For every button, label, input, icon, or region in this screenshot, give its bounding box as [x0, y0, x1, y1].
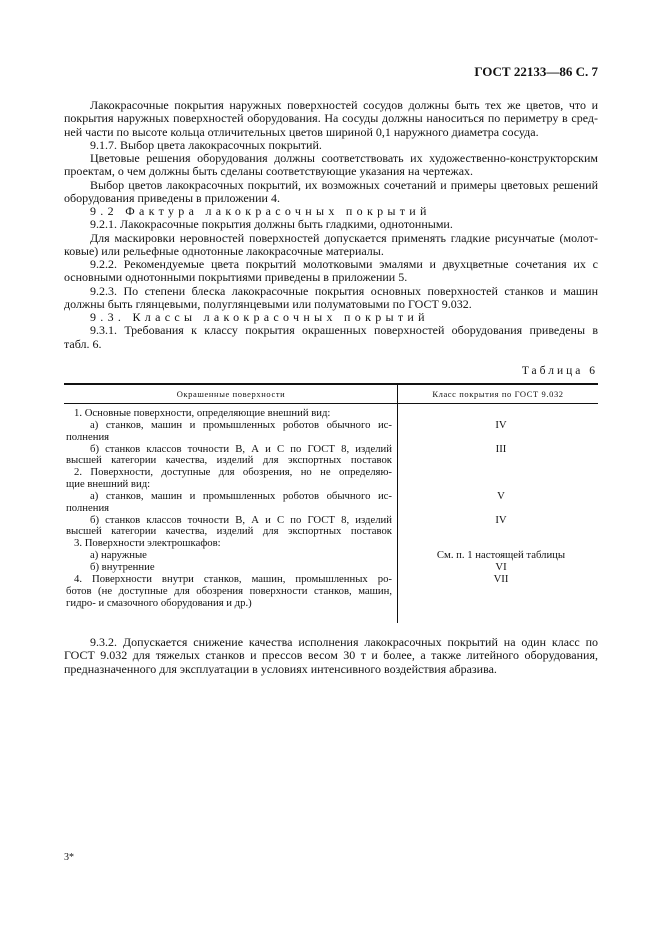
footer-mark: 3*: [64, 852, 74, 863]
text-line: предназначенного для эксплуатации в условиях интенсивного воздействия абразива.: [64, 661, 497, 676]
surface-cell: 2. Поверхности, доступные для обозрения, но не определяю-: [74, 466, 392, 479]
surface-cell: полнения: [66, 501, 110, 514]
paragraph: [64, 99, 598, 139]
text-line: покрытия наружных поверхностей оборудования. На сосуды должны наноситься по периметру в сред-: [64, 111, 598, 126]
class-cell: [392, 503, 598, 515]
surface-cell: высшей категории качества, изделий для экспортных поставок: [66, 454, 392, 467]
text-line: Лакокрасочные покрытия наружных поверхностей сосудов должны быть тех же цветов, что и: [90, 98, 598, 112]
table-row: [64, 503, 598, 515]
text-line: Для маскировки неровностей поверхностей допускается применять гладкие рисунчатые (молот-: [90, 230, 598, 245]
class-cell: V: [497, 489, 505, 502]
surface-cell: б) внутренние: [90, 560, 155, 573]
class-cell: VII: [493, 572, 509, 585]
text-line: 9.2.1. Лакокрасочные покрытия должны быть гладкими, однотонными.: [90, 217, 453, 232]
surface-cell: высшей категории качества, изделий для экспортных поставок: [66, 525, 392, 538]
text-line: 9.1.7. Выбор цвета лакокрасочных покрытий.: [90, 137, 322, 152]
body-text-bottom: [64, 636, 598, 676]
text-line: ковые) или рельефные однотонные лакокрасочные материалы.: [64, 243, 384, 258]
text-line: 9.3.2. Допускается снижение качества исполнения лакокрасочных покрытий на один класс по: [90, 635, 598, 649]
class-cell: IV: [495, 513, 507, 526]
table-row: [64, 432, 598, 444]
paragraph: [64, 285, 598, 312]
class-cell: [392, 586, 598, 598]
class-cell: III: [495, 442, 507, 455]
table-caption: Таблица 6: [521, 365, 598, 377]
surface-cell: полнения: [66, 430, 110, 443]
text-line: должны быть глянцевыми, полуглянцевыми или полуматовыми по ГОСТ 9.032.: [64, 296, 472, 311]
surface-cell: б) станков классов точности В, А и С по ГОСТ 8, изделий: [90, 513, 392, 526]
paragraph: [64, 139, 598, 152]
text-line: основными однотонными покрытиями приведены в приложении 5.: [64, 270, 408, 285]
text-line: ней части по высоте кольца отличительных цветов шириной 0,1 наружного диаметра сосуда.: [64, 124, 539, 139]
surface-cell: гидро- и смазочного оборудования и др.): [66, 596, 252, 609]
paragraph: [64, 324, 598, 351]
text-line: оборудования приведены в приложении 4.: [64, 190, 280, 205]
paragraph: [64, 311, 598, 324]
paragraph: [64, 205, 598, 218]
text-line: ГОСТ 9.032 для тяжелых станков и прессов весом 30 т и более, а также литейного оборудования,: [64, 648, 598, 663]
class-cell: [392, 432, 598, 444]
surface-cell: б) станков классов точности В, А и С по ГОСТ 8, изделий: [90, 442, 392, 455]
text-line: 9.2.2. Рекомендуемые цвета покрытий молотковыми эмалями и двухцветные сочетания их с: [90, 257, 598, 271]
text-line: табл. 6.: [64, 336, 102, 351]
table-6: [64, 383, 598, 623]
paragraph: [64, 152, 598, 179]
table-header: [64, 385, 598, 404]
column-divider: [397, 385, 398, 623]
paragraph: [64, 179, 598, 206]
surface-cell: 3. Поверхности электрошкафов:: [74, 537, 221, 550]
table-row: [64, 598, 598, 610]
text-line: Выбор цветов лакокрасочных покрытий, их возможных сочетаний и примеры цветовых решений: [90, 177, 598, 192]
header-coating-class: Класс покрытия по ГОСТ 9.032: [432, 389, 564, 399]
class-cell: IV: [495, 418, 507, 431]
class-cell: VI: [495, 560, 507, 573]
table-row: [64, 420, 598, 432]
class-cell: [392, 455, 598, 467]
text-line: 9.2 Фактура лакокрасочных покрытий: [90, 204, 431, 218]
text-line: 9.3. Классы лакокрасочных покрытий: [90, 310, 429, 324]
paragraph: [64, 232, 598, 259]
class-cell: [392, 526, 598, 538]
class-cell: [392, 479, 598, 491]
header-surfaces: Окрашенные поверхности: [176, 389, 286, 399]
paragraph: [64, 218, 598, 231]
class-cell: [392, 467, 598, 479]
table-row: [64, 491, 598, 503]
surface-cell: а) станков, машин и промышленных роботов обычного ис-: [90, 418, 392, 431]
text-line: 9.2.3. По степени блеска лакокрасочные покрытия основных поверхностей станков и машин: [90, 283, 598, 298]
table-row: [64, 586, 598, 598]
text-line: проектам, о чем должны быть сделаны соответствующие указания на чертежах.: [64, 164, 474, 179]
surface-cell: а) наружные: [90, 549, 147, 562]
surface-cell: щие внешний вид:: [66, 478, 151, 491]
surface-cell: 1. Основные поверхности, определяющие внешний вид:: [74, 407, 331, 419]
text-line: Цветовые решения оборудования должны соответствовать их художественно-конструкторским: [90, 151, 598, 165]
surface-cell: а) станков, машин и промышленных роботов обычного ис-: [90, 489, 392, 502]
table-row: [64, 574, 598, 586]
paragraph: [64, 636, 598, 676]
page-header: ГОСТ 22133—86 С. 7: [474, 64, 598, 79]
surface-cell: 4. Поверхности внутри станков, машин, промышленных ро-: [74, 572, 392, 585]
table-body: [64, 404, 598, 609]
paragraph: [64, 258, 598, 285]
class-cell: См. п. 1 настоящей таблицы: [436, 549, 566, 562]
surface-cell: ботов (не доступные для обозрения поверхности станков, машин,: [66, 584, 392, 597]
body-text-top: [64, 99, 598, 351]
text-line: 9.3.1. Требования к классу покрытия окрашенных поверхностей оборудования приведены в: [90, 323, 598, 338]
class-cell: [392, 598, 598, 610]
